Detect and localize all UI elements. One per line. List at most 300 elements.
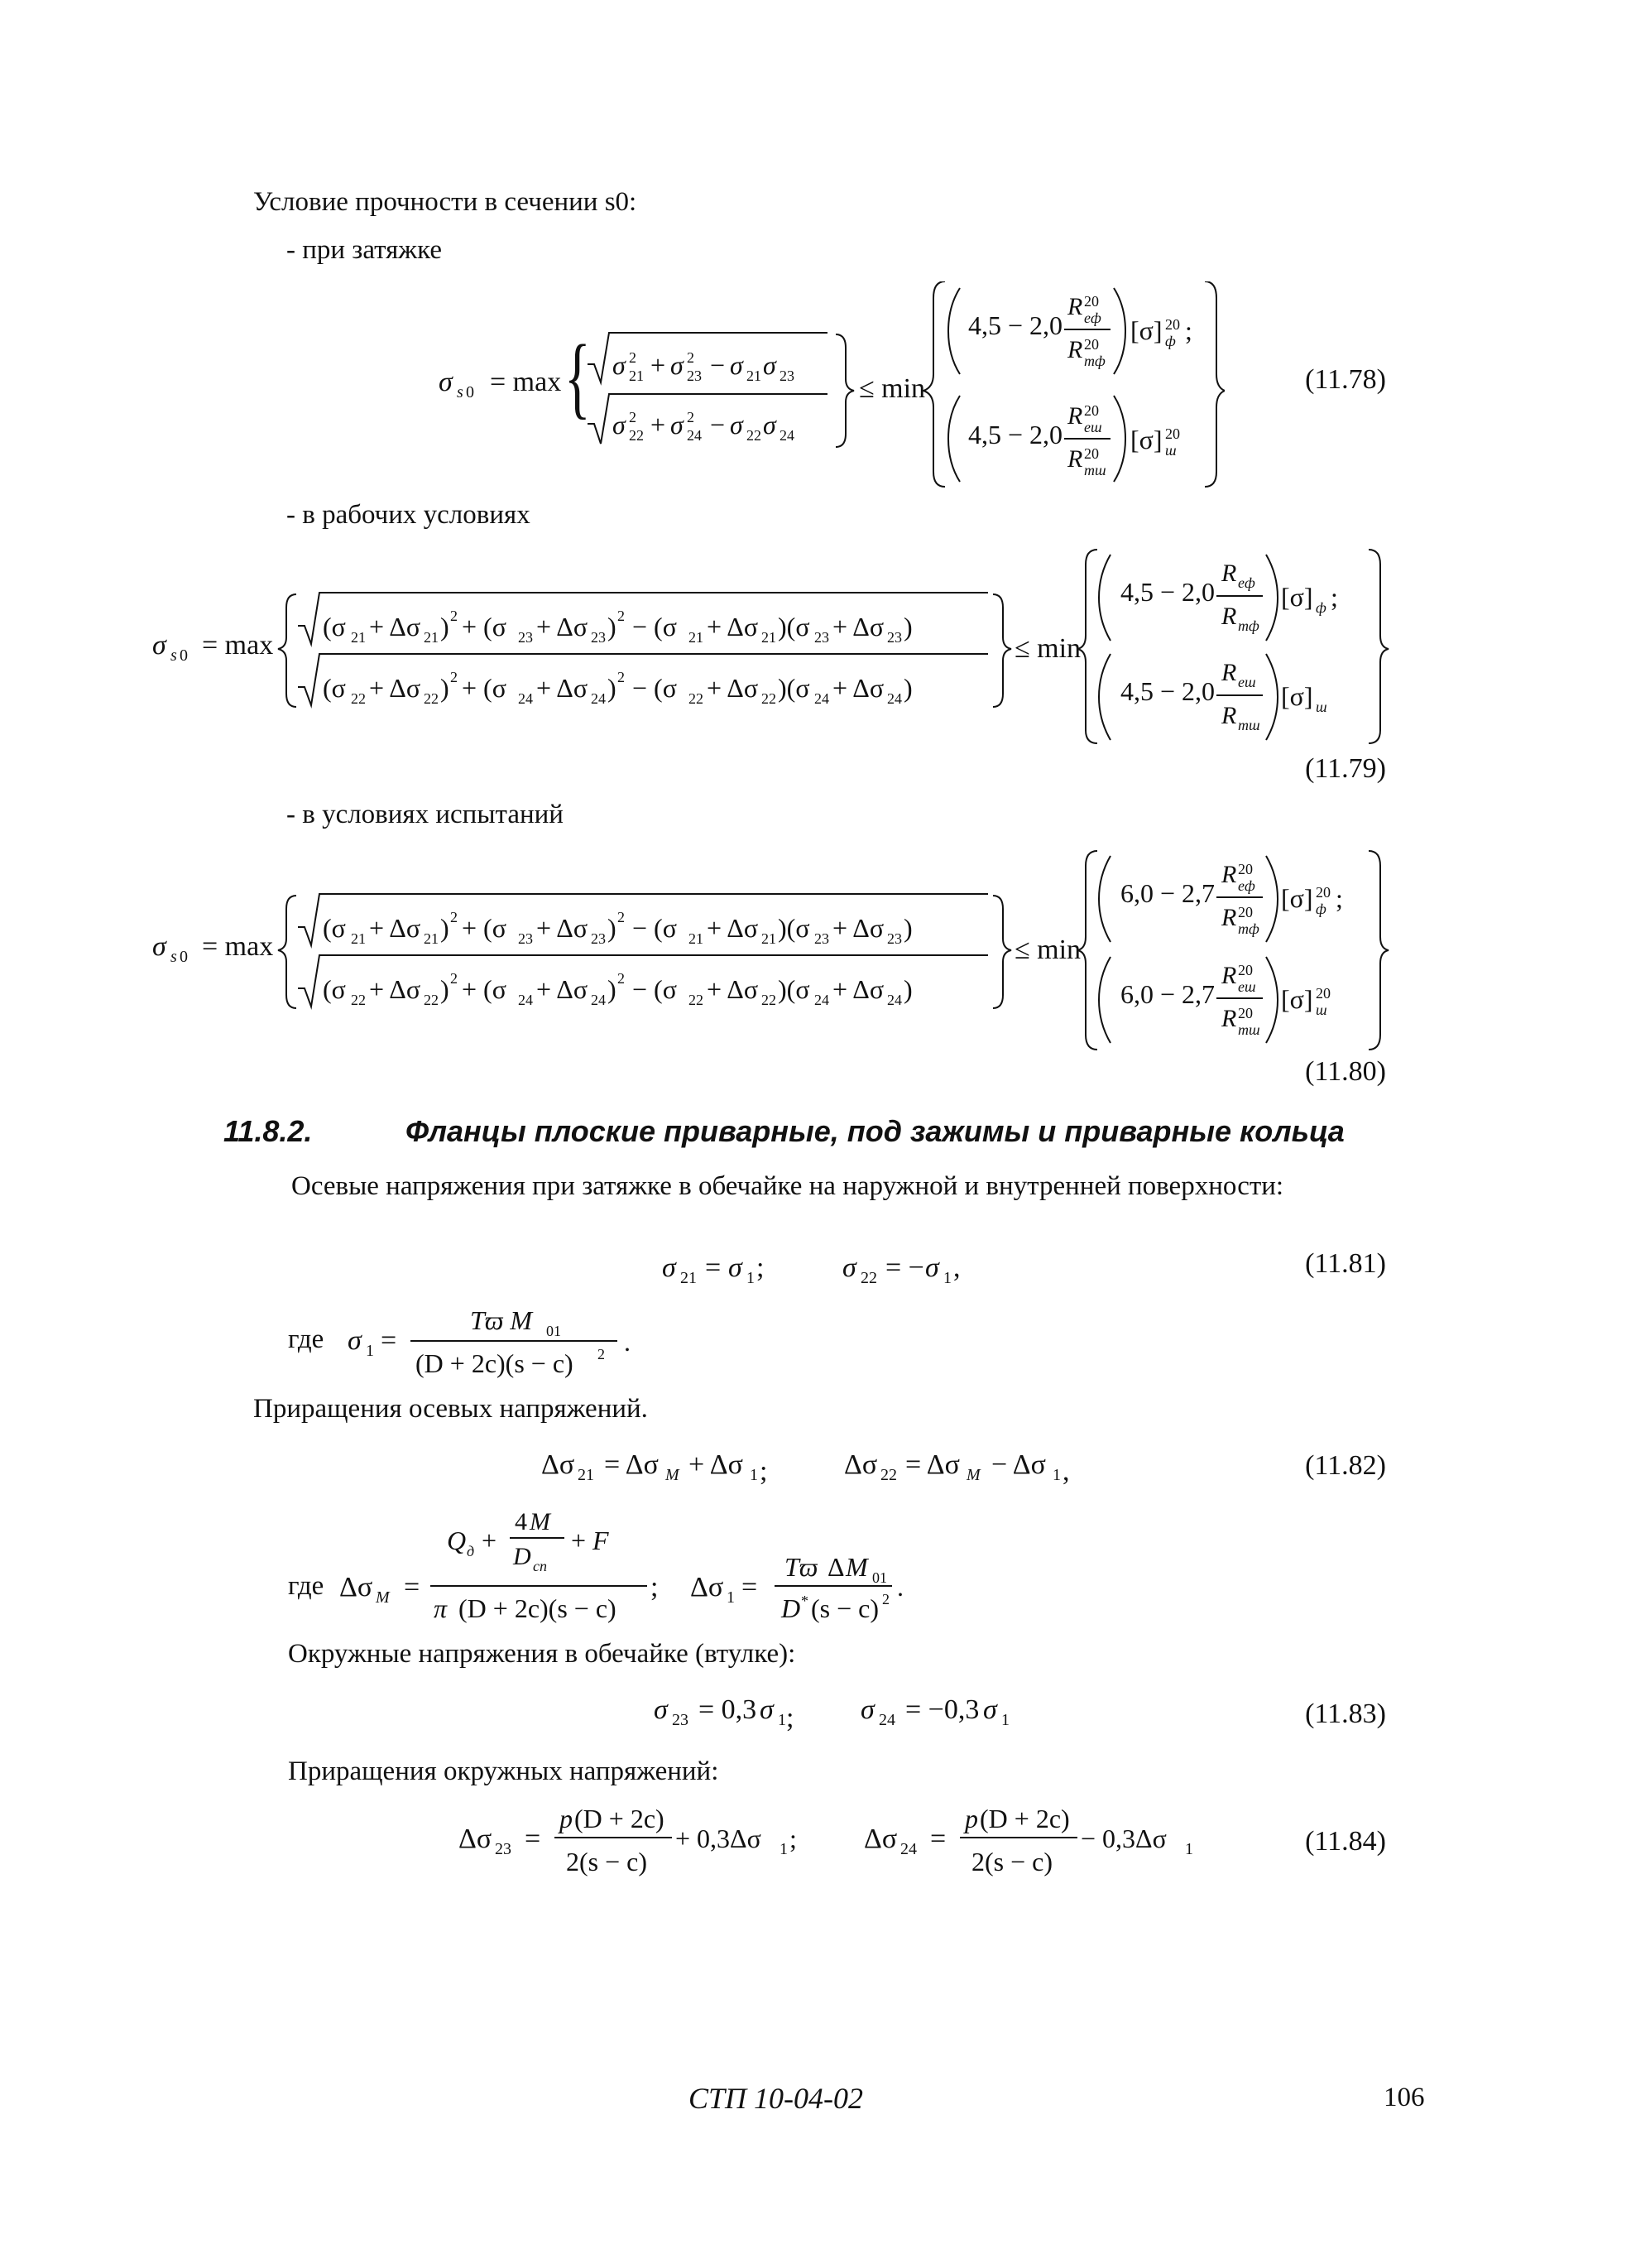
axial-stress-paragraph: Осевые напряжения при затяжке в обечайке на наружной и внутренней поверхности: <box>291 1171 1284 1201</box>
svg-text:eф: eф <box>1238 574 1255 591</box>
svg-text:+: + <box>571 1526 587 1555</box>
svg-text:22: 22 <box>861 1269 877 1287</box>
svg-text:24: 24 <box>887 690 902 707</box>
svg-text:− 0,3Δσ: − 0,3Δσ <box>1081 1824 1167 1853</box>
svg-text:;: ; <box>1331 582 1338 612</box>
svg-text:22: 22 <box>424 992 439 1008</box>
svg-text:4,5 − 2,0: 4,5 − 2,0 <box>1120 577 1216 607</box>
svg-text:24: 24 <box>518 992 533 1008</box>
svg-text:σ: σ <box>152 630 166 661</box>
equation-11-83 <box>654 1685 1051 1735</box>
svg-text:− (σ: − (σ <box>632 913 677 943</box>
svg-text:23: 23 <box>591 629 606 646</box>
svg-text:2: 2 <box>617 970 625 987</box>
svg-text:D: D <box>781 1593 801 1623</box>
svg-text:,: , <box>953 1252 961 1283</box>
svg-text:Δσ: Δσ <box>541 1449 575 1480</box>
svg-text:[σ]: [σ] <box>1281 681 1313 711</box>
svg-text:4,5 − 2,0: 4,5 − 2,0 <box>968 420 1063 449</box>
section-number: 11.8.2. <box>223 1114 313 1148</box>
svg-text:[σ]: [σ] <box>1281 582 1313 612</box>
svg-text:ш: ш <box>1316 1002 1327 1018</box>
equation-11-80 <box>146 848 1403 1055</box>
svg-text:24: 24 <box>591 690 606 707</box>
svg-text:21: 21 <box>578 1466 594 1484</box>
svg-text:mш: mш <box>1238 717 1260 733</box>
svg-text:mф: mф <box>1238 920 1259 937</box>
equation-11-78 <box>430 281 1225 488</box>
svg-text:2: 2 <box>687 409 694 425</box>
svg-text:[σ]: [σ] <box>1281 883 1313 913</box>
svg-text:д: д <box>467 1543 475 1559</box>
svg-text:−: − <box>710 410 726 440</box>
svg-text:2: 2 <box>450 909 458 925</box>
svg-text:M: M <box>665 1466 679 1484</box>
svg-text:−: − <box>710 350 726 380</box>
svg-text:2(s − c): 2(s − c) <box>566 1847 648 1876</box>
page-number: 106 <box>1384 2083 1425 2112</box>
svg-text:eш: eш <box>1084 419 1102 435</box>
svg-text:21: 21 <box>351 629 366 646</box>
svg-text:σ: σ <box>983 1694 997 1725</box>
svg-text:2: 2 <box>450 970 458 987</box>
svg-text:mф: mф <box>1238 617 1259 634</box>
svg-text:+ Δσ: + Δσ <box>832 974 885 1004</box>
svg-text:;: ; <box>760 1456 768 1487</box>
svg-text:(s − c): (s − c) <box>811 1593 880 1623</box>
svg-text:R: R <box>1221 560 1237 587</box>
svg-text:4,5 − 2,0: 4,5 − 2,0 <box>968 310 1063 340</box>
svg-text:2: 2 <box>617 909 625 925</box>
svg-text:24: 24 <box>879 1711 895 1729</box>
svg-text:21: 21 <box>688 930 703 947</box>
svg-text:1: 1 <box>366 1342 374 1360</box>
svg-text:20: 20 <box>1316 884 1331 901</box>
svg-text:R: R <box>1221 904 1237 931</box>
where-label-2: где <box>288 1571 324 1601</box>
equation-number-11-79: (11.79) <box>1305 753 1386 784</box>
svg-text:(σ: (σ <box>323 913 346 943</box>
svg-text:ф: ф <box>1165 333 1176 349</box>
svg-text:R: R <box>1067 445 1083 473</box>
svg-text:2: 2 <box>597 1346 605 1362</box>
svg-text:+: + <box>482 1526 497 1555</box>
svg-text:21: 21 <box>424 930 439 947</box>
svg-text:+ Δσ: + Δσ <box>707 673 759 703</box>
svg-text:p: p <box>965 1804 978 1833</box>
svg-text:)(σ: )(σ <box>778 913 810 943</box>
svg-text:21: 21 <box>688 629 703 646</box>
svg-text:24: 24 <box>814 690 829 707</box>
svg-text:+ Δσ: + Δσ <box>536 612 588 641</box>
svg-text:23: 23 <box>780 368 794 384</box>
svg-text:+ Δσ: + Δσ <box>832 913 885 943</box>
svg-text:): ) <box>904 913 913 943</box>
svg-text:23: 23 <box>495 1840 511 1858</box>
svg-text:M: M <box>967 1466 981 1484</box>
svg-text:Δσ: Δσ <box>864 1824 898 1854</box>
svg-text:+ (σ: + (σ <box>462 673 506 703</box>
svg-text:ф: ф <box>1316 901 1326 917</box>
equation-number-11-80: (11.80) <box>1305 1056 1386 1087</box>
svg-text:= max: = max <box>202 931 274 962</box>
svg-text:=: = <box>381 1325 397 1356</box>
equation-11-79 <box>146 546 1403 745</box>
svg-text:): ) <box>904 612 913 641</box>
svg-text:= max: = max <box>490 367 562 397</box>
svg-text:(D + 2c)(s − c): (D + 2c)(s − c) <box>458 1593 616 1623</box>
svg-text:)(σ: )(σ <box>778 673 810 703</box>
svg-text:): ) <box>440 913 449 943</box>
svg-text:2(s − c): 2(s − c) <box>971 1847 1053 1876</box>
svg-text:=: = <box>705 1252 722 1283</box>
svg-text:+ Δσ: + Δσ <box>688 1449 743 1480</box>
svg-text:eш: eш <box>1238 978 1256 995</box>
svg-text:σ: σ <box>612 350 626 380</box>
svg-text:1: 1 <box>727 1588 735 1607</box>
svg-text:Tϖ: Tϖ <box>784 1552 818 1582</box>
equation-number-11-84: (11.84) <box>1305 1826 1386 1857</box>
svg-text:σ: σ <box>670 350 684 380</box>
svg-text:R: R <box>1221 962 1237 989</box>
svg-text:+ Δσ: + Δσ <box>536 974 588 1004</box>
svg-text:=: = <box>930 1824 947 1854</box>
svg-text:σ: σ <box>842 1252 856 1283</box>
svg-text:+ Δσ: + Δσ <box>707 913 759 943</box>
equation-11-84 <box>458 1793 1220 1892</box>
svg-text:): ) <box>607 673 616 703</box>
svg-text:): ) <box>607 612 616 641</box>
svg-text:1: 1 <box>1053 1466 1061 1484</box>
svg-text:1: 1 <box>746 1269 755 1287</box>
equation-11-82 <box>541 1440 1137 1490</box>
svg-text:+ (σ: + (σ <box>462 612 506 641</box>
svg-text:*: * <box>801 1593 808 1609</box>
svg-text:): ) <box>904 974 913 1004</box>
svg-text:+ Δσ: + Δσ <box>707 612 759 641</box>
svg-text:σ: σ <box>861 1694 875 1725</box>
svg-text:(D + 2c): (D + 2c) <box>574 1804 664 1833</box>
svg-text:σ: σ <box>925 1252 939 1283</box>
svg-text:R: R <box>1067 336 1083 363</box>
svg-text:23: 23 <box>887 930 902 947</box>
svg-text:4,5 − 2,0: 4,5 − 2,0 <box>1120 676 1216 706</box>
svg-text:22: 22 <box>351 992 366 1008</box>
svg-text:2: 2 <box>629 409 636 425</box>
svg-text:Δσ: Δσ <box>458 1824 492 1854</box>
svg-text:1: 1 <box>1001 1711 1010 1729</box>
svg-text:Δσ: Δσ <box>690 1572 724 1602</box>
svg-text:20: 20 <box>1084 402 1099 419</box>
svg-text:+ Δσ: + Δσ <box>707 974 759 1004</box>
svg-text:;: ; <box>789 1824 797 1853</box>
svg-text:σ: σ <box>728 1252 742 1283</box>
svg-text:(σ: (σ <box>323 974 346 1004</box>
svg-text:22: 22 <box>880 1466 897 1484</box>
svg-text:+ Δσ: + Δσ <box>369 612 421 641</box>
svg-text:): ) <box>440 673 449 703</box>
svg-text:+: + <box>650 350 666 380</box>
svg-text:ш: ш <box>1316 699 1327 715</box>
svg-text:2: 2 <box>687 349 694 366</box>
svg-text:): ) <box>440 612 449 641</box>
svg-text:22: 22 <box>688 690 703 707</box>
svg-text:20: 20 <box>1238 904 1253 920</box>
svg-text:(D + 2c)(s − c): (D + 2c)(s − c) <box>415 1348 573 1378</box>
svg-text:cn: cn <box>533 1558 547 1574</box>
svg-text:22: 22 <box>688 992 703 1008</box>
svg-text:(σ: (σ <box>323 612 346 641</box>
working-conditions-label: - в рабочих условиях <box>286 500 530 530</box>
svg-text:Δ: Δ <box>827 1552 845 1582</box>
svg-text:≤ min: ≤ min <box>859 373 926 404</box>
svg-text:= Δσ: = Δσ <box>905 1449 960 1480</box>
svg-text:F: F <box>592 1526 609 1555</box>
svg-text:20: 20 <box>1238 962 1253 978</box>
svg-text:+ Δσ: + Δσ <box>369 913 421 943</box>
svg-text:;: ; <box>786 1703 794 1733</box>
svg-text:eш: eш <box>1238 674 1256 690</box>
equation-number-11-81: (11.81) <box>1305 1248 1386 1279</box>
svg-text:)(σ: )(σ <box>778 612 810 641</box>
tightening-label: - при затяжке <box>286 235 442 265</box>
svg-text:= max: = max <box>202 630 274 661</box>
svg-text:01: 01 <box>546 1323 561 1339</box>
svg-text:21: 21 <box>761 930 776 947</box>
svg-text:− (σ: − (σ <box>632 673 677 703</box>
svg-text:1: 1 <box>778 1711 786 1729</box>
svg-text:mш: mш <box>1084 462 1106 478</box>
svg-text:): ) <box>904 673 913 703</box>
svg-text:21: 21 <box>680 1269 697 1287</box>
svg-text:σ: σ <box>763 350 776 380</box>
svg-text:≤ min: ≤ min <box>1015 633 1082 664</box>
svg-text:σ: σ <box>439 367 453 397</box>
svg-text:22: 22 <box>424 690 439 707</box>
svg-text:;: ; <box>1336 883 1343 913</box>
svg-text:= Δσ: = Δσ <box>604 1449 659 1480</box>
svg-text:σ: σ <box>662 1252 676 1283</box>
svg-text:+ Δσ: + Δσ <box>369 974 421 1004</box>
hoop-stress-text: Окружные напряжения в обечайке (втулке): <box>288 1639 796 1669</box>
svg-text:≤ min: ≤ min <box>1015 935 1082 965</box>
svg-text:=: = <box>741 1572 758 1602</box>
svg-text:=: = <box>525 1824 541 1854</box>
svg-text:σ: σ <box>670 410 684 440</box>
svg-text:eф: eф <box>1084 310 1101 326</box>
svg-text:22: 22 <box>629 427 644 444</box>
svg-text:1: 1 <box>1185 1840 1193 1858</box>
hoop-increments-text: Приращения окружных напряжений: <box>288 1756 719 1786</box>
svg-text:p: p <box>559 1804 573 1833</box>
svg-text:2: 2 <box>617 669 625 685</box>
svg-text:24: 24 <box>591 992 606 1008</box>
svg-text:22: 22 <box>351 690 366 707</box>
svg-text:23: 23 <box>591 930 606 947</box>
svg-text:s: s <box>170 646 177 665</box>
svg-text:;: ; <box>1185 315 1192 345</box>
svg-text:): ) <box>440 974 449 1004</box>
svg-text:;: ; <box>756 1252 765 1283</box>
svg-text:20: 20 <box>1316 985 1331 1002</box>
svg-text:0: 0 <box>180 646 188 665</box>
svg-text:eф: eф <box>1238 877 1255 894</box>
svg-text:π: π <box>434 1593 448 1623</box>
svg-text:)(σ: )(σ <box>778 974 810 1004</box>
svg-text:2: 2 <box>617 608 625 624</box>
svg-text:+ Δσ: + Δσ <box>536 913 588 943</box>
svg-text:2: 2 <box>629 349 636 366</box>
svg-text:20: 20 <box>1084 336 1099 353</box>
svg-text:): ) <box>607 974 616 1004</box>
equation-11-81 <box>662 1242 1026 1291</box>
equation-number-11-82: (11.82) <box>1305 1450 1386 1481</box>
svg-text:σ: σ <box>348 1325 362 1356</box>
svg-text:+ Δσ: + Δσ <box>369 673 421 703</box>
svg-text:ф: ф <box>1316 599 1326 616</box>
svg-text:s: s <box>457 383 463 401</box>
svg-text:σ: σ <box>612 410 626 440</box>
svg-text:1: 1 <box>750 1466 758 1484</box>
svg-text:24: 24 <box>780 427 794 444</box>
svg-text:Tϖ M: Tϖ M <box>470 1305 533 1335</box>
svg-text:σ: σ <box>730 410 743 440</box>
svg-text:.: . <box>897 1572 904 1602</box>
svg-text:1: 1 <box>943 1269 952 1287</box>
svg-text:.: . <box>624 1327 631 1357</box>
svg-text:R: R <box>1221 702 1237 729</box>
svg-text:2: 2 <box>882 1591 890 1607</box>
svg-text:01: 01 <box>872 1569 887 1586</box>
svg-text:s: s <box>170 948 177 966</box>
svg-text:R: R <box>1067 293 1083 320</box>
svg-text:− Δσ: − Δσ <box>991 1449 1046 1480</box>
svg-text:+ 0,3Δσ: + 0,3Δσ <box>675 1824 761 1853</box>
where-label-1: где <box>288 1324 324 1354</box>
svg-text:24: 24 <box>900 1840 917 1858</box>
strength-condition-text: Условие прочности в сечении s0: <box>253 187 637 217</box>
svg-text:+ Δσ: + Δσ <box>832 612 885 641</box>
svg-text:ш: ш <box>1165 442 1177 459</box>
svg-text:mф: mф <box>1084 353 1106 369</box>
svg-text:[σ]: [σ] <box>1130 315 1163 345</box>
svg-text:= −: = − <box>885 1252 924 1283</box>
svg-text:Δσ: Δσ <box>339 1572 373 1602</box>
svg-text:21: 21 <box>351 930 366 947</box>
svg-text:24: 24 <box>887 992 902 1008</box>
svg-text:R: R <box>1221 1005 1237 1032</box>
svg-text:23: 23 <box>687 368 702 384</box>
svg-text:24: 24 <box>814 992 829 1008</box>
svg-text:23: 23 <box>814 629 829 646</box>
svg-text:0: 0 <box>466 383 474 401</box>
svg-text:[σ]: [σ] <box>1130 425 1163 454</box>
svg-text:+: + <box>650 410 666 440</box>
svg-text:=: = <box>404 1572 420 1602</box>
svg-text:6,0 − 2,7: 6,0 − 2,7 <box>1120 979 1216 1009</box>
svg-text:20: 20 <box>1238 861 1253 877</box>
svg-text:σ: σ <box>730 350 743 380</box>
svg-text:;: ; <box>650 1572 659 1602</box>
svg-text:21: 21 <box>746 368 761 384</box>
equation-number-11-83: (11.83) <box>1305 1699 1386 1729</box>
svg-text:R: R <box>1221 603 1237 630</box>
svg-text:20: 20 <box>1165 425 1180 442</box>
equation-number-11-78: (11.78) <box>1305 364 1386 395</box>
svg-text:23: 23 <box>518 629 533 646</box>
svg-text:21: 21 <box>629 368 644 384</box>
svg-text:23: 23 <box>814 930 829 947</box>
svg-text:23: 23 <box>518 930 533 947</box>
svg-text:1: 1 <box>780 1840 788 1858</box>
svg-text:): ) <box>607 913 616 943</box>
svg-text:6,0 − 2,7: 6,0 − 2,7 <box>1120 878 1216 908</box>
svg-text:,: , <box>1063 1456 1070 1487</box>
svg-text:23: 23 <box>887 629 902 646</box>
svg-text:R: R <box>1067 402 1083 430</box>
svg-text:(D + 2c): (D + 2c) <box>980 1804 1070 1833</box>
svg-text:D: D <box>513 1543 531 1570</box>
svg-text:2: 2 <box>450 608 458 624</box>
formula-delta-sigma-m <box>339 1510 968 1634</box>
svg-text:0: 0 <box>180 948 188 966</box>
testing-conditions-label: - в условиях испытаний <box>286 800 564 829</box>
svg-text:24: 24 <box>687 427 702 444</box>
svg-text:R: R <box>1221 659 1237 686</box>
svg-text:22: 22 <box>746 427 761 444</box>
svg-text:(σ: (σ <box>323 673 346 703</box>
formula-sigma1 <box>348 1300 679 1391</box>
svg-text:20: 20 <box>1084 293 1099 310</box>
svg-text:23: 23 <box>672 1711 688 1729</box>
svg-text:20: 20 <box>1238 1005 1253 1021</box>
svg-text:+ (σ: + (σ <box>462 913 506 943</box>
svg-text:21: 21 <box>424 629 439 646</box>
svg-text:4: 4 <box>515 1510 527 1535</box>
svg-text:= 0,3: = 0,3 <box>698 1694 757 1725</box>
svg-text:20: 20 <box>1165 316 1180 333</box>
svg-text:M: M <box>530 1510 550 1535</box>
svg-text:σ: σ <box>760 1694 774 1725</box>
axial-increments-text: Приращения осевых напряжений. <box>253 1394 648 1424</box>
svg-text:+ (σ: + (σ <box>462 974 506 1004</box>
svg-text:R: R <box>1221 861 1237 888</box>
document-code: СТП 10-04-02 <box>688 2082 864 2115</box>
svg-text:24: 24 <box>518 690 533 707</box>
svg-text:M: M <box>846 1552 868 1582</box>
svg-text:M: M <box>376 1588 390 1607</box>
svg-text:mш: mш <box>1238 1021 1260 1038</box>
svg-text:σ: σ <box>152 931 166 962</box>
svg-text:+ Δσ: + Δσ <box>832 673 885 703</box>
svg-text:− (σ: − (σ <box>632 612 677 641</box>
svg-text:20: 20 <box>1084 445 1099 462</box>
svg-text:− (σ: − (σ <box>632 974 677 1004</box>
section-title: Фланцы плоские приварные, под зажимы и приварные кольца <box>405 1114 1345 1148</box>
svg-text:{: { <box>564 325 591 428</box>
svg-text:22: 22 <box>761 690 776 707</box>
svg-text:2: 2 <box>450 669 458 685</box>
svg-text:σ: σ <box>763 410 776 440</box>
svg-text:22: 22 <box>761 992 776 1008</box>
svg-text:σ: σ <box>654 1694 668 1725</box>
svg-text:Q: Q <box>447 1526 467 1555</box>
svg-text:Δσ: Δσ <box>844 1449 878 1480</box>
svg-text:= −0,3: = −0,3 <box>905 1694 980 1725</box>
svg-text:+ Δσ: + Δσ <box>536 673 588 703</box>
svg-text:21: 21 <box>761 629 776 646</box>
svg-text:[σ]: [σ] <box>1281 984 1313 1014</box>
